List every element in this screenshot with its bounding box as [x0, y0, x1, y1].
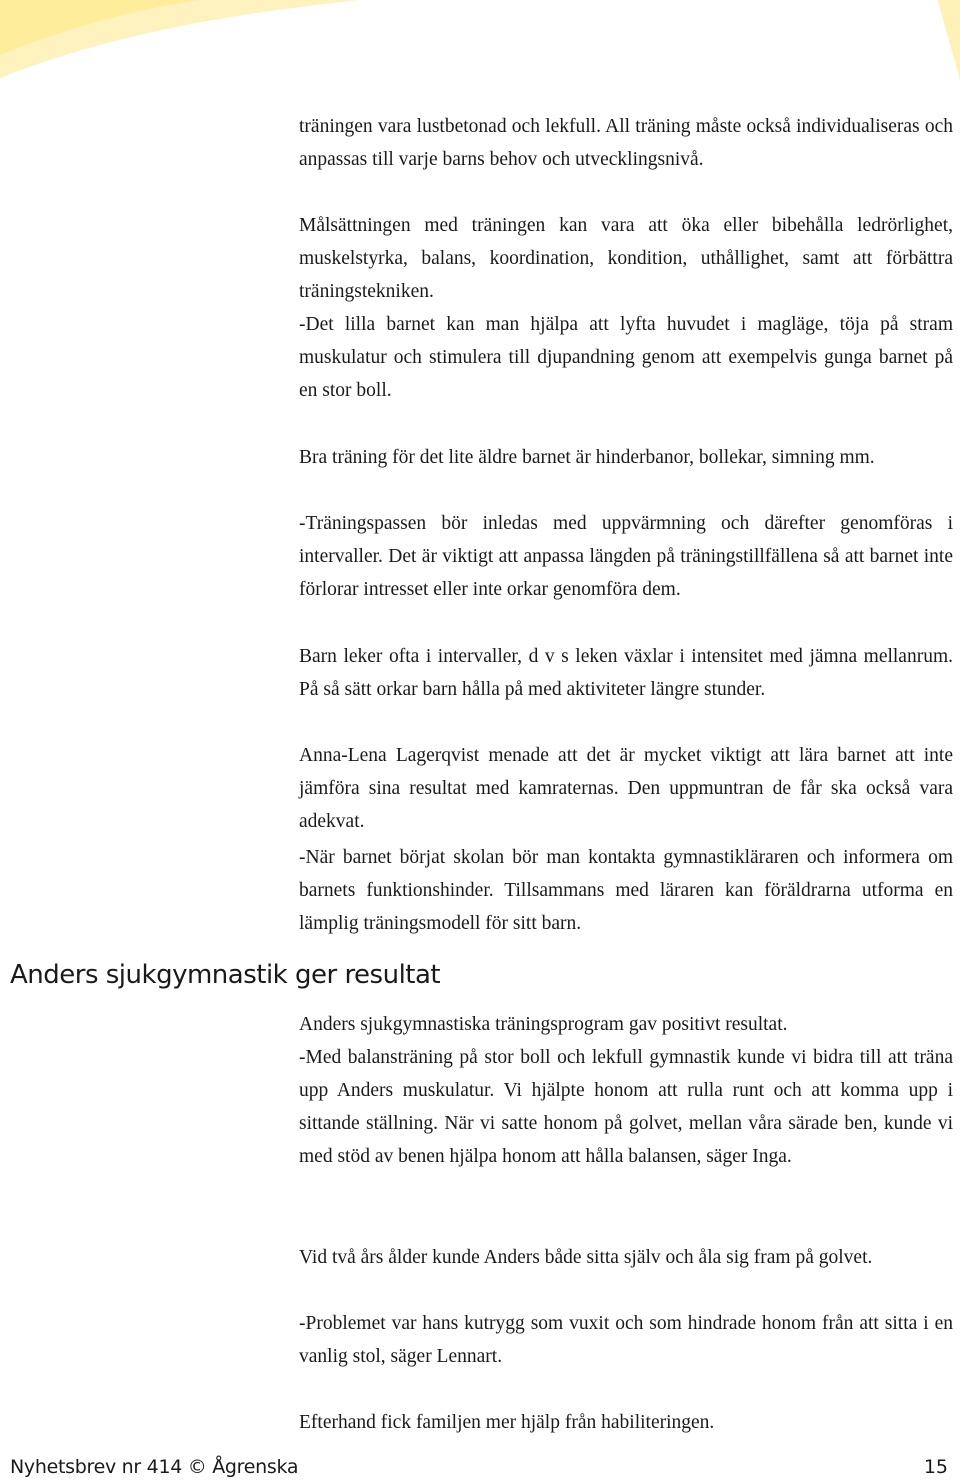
paragraph-intro: träningen vara lustbetonad och lekfull. All träning måste också individualiseras och anpassas till varje barns behov och utvecklingsnivå.: [299, 116, 953, 170]
paragraph-intervals: -Träningspassen bör inledas med uppvärmning och därefter genomföras i intervaller. Det är viktigt att anpassa längden på träningstillfällena så att barnet inte förlorar intresset eller inte orkar genomföra dem.: [299, 513, 953, 600]
paragraph-results: Anders sjukgymnastiska träningsprogram gav positivt resultat.: [299, 1014, 788, 1035]
page-footer: [10, 1456, 948, 1484]
section-heading: Anders sjukgymnastik ger resultat: [10, 960, 441, 990]
paragraph-play: Barn leker ofta i intervaller, d v s leken växlar i intensitet med jämna mellanrum. På så sätt orkar barn hålla på med aktiviteter längre stunder.: [299, 646, 953, 700]
page-number: 15: [923, 1456, 948, 1478]
paragraph-goals: Målsättningen med träningen kan vara att öka eller bibehålla ledrörlighet, muskelstyrka, balans, koordination, kondition, uthållighet, samt att förbättra träningstekniken.: [299, 215, 953, 302]
paragraph-two-years: Vid två års ålder kunde Anders både sitta själv och åla sig fram på golvet.: [299, 1247, 873, 1268]
paragraph-comparison: Anna-Lena Lagerqvist menade att det är mycket viktigt att lära barnet att inte jämföra sina resultat med kamraternas. Den uppmuntran de får ska också vara adekvat.: [299, 745, 953, 832]
paragraph-school: -När barnet börjat skolan bör man kontakta gymnastikläraren och informera om barnets funktionshinder. Tillsammans med läraren kan föräldrarna utforma en lämplig träningsmodell för sitt barn.: [299, 847, 953, 934]
paragraph-balance-training: -Med balansträning på stor boll och lekfull gymnastik kunde vi bidra till att träna upp Anders muskulatur. Vi hjälpte honom att rulla runt och att komma upp i sittande ställning. När vi satte honom på golvet, mellan våra särade ben, kunde vi med stöd av benen hjälpa honom att hålla balansen, säger Inga.: [299, 1047, 953, 1167]
paragraph-older-child: Bra träning för det lite äldre barnet är hinderbanor, bollekar, simning mm.: [299, 447, 875, 468]
footer-publication: Nyhetsbrev nr 414 © Ågrenska: [10, 1456, 299, 1478]
header-decoration: [0, 0, 960, 90]
paragraph-habilitation: Efterhand fick familjen mer hjälp från habiliteringen.: [299, 1412, 715, 1433]
paragraph-problem: -Problemet var hans kutrygg som vuxit och som hindrade honom från att sitta i en vanlig stol, säger Lennart.: [299, 1313, 953, 1367]
paragraph-small-child: -Det lilla barnet kan man hjälpa att lyfta huvudet i magläge, töja på stram muskulatur och stimulera till djupandning genom att exempelvis gunga barnet på en stor boll.: [299, 314, 953, 401]
